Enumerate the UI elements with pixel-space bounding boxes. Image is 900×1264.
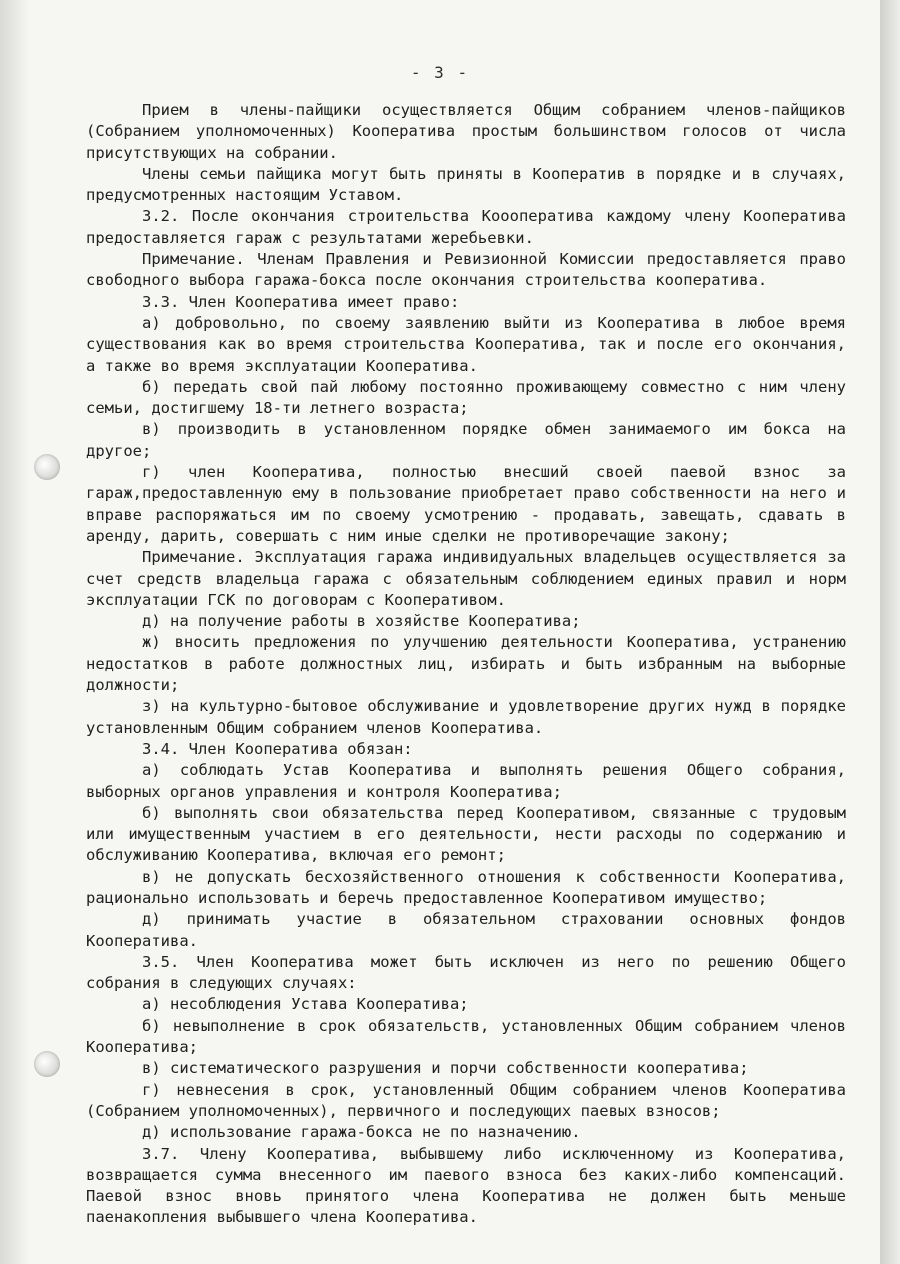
list-item: б) выполнять свои обязательства перед Кооперативом, связанные с трудовым или имущественным участием в его деятельности, нести расходы по содержанию и обслуживанию Кооператива, включая его ремонт;: [86, 803, 856, 865]
list-item: ж) вносить предложения по улучшению деятельности Кооператива, устранению недостатков в работе должностных лиц, избирать и быть избранным на выборные должности;: [86, 633, 856, 695]
list-item: а) соблюдать Устав Кооператива и выполнять решения Общего собрания, выборных органов управления и контроля Кооператива;: [86, 761, 856, 801]
list-item: в) не допускать бесхозяйственного отношения к собственности Кооператива, рационально использовать и беречь предоставленное Кооперативом имущество;: [86, 867, 856, 907]
paper-right-edge: [880, 0, 900, 1264]
list-item: в) систематического разрушения и порчи собственности кооператива;: [142, 1059, 749, 1078]
paragraph: Прием в члены-пайщики осуществляется Общим собранием членов-пайщиков (Собранием уполномоченных) Кооператива простым большинством голосов от числа присутствующих на собрании.: [86, 101, 856, 162]
section-heading: 3.4. Член Кооператива обязан:: [142, 739, 413, 758]
list-item: д) использование гаража-бокса не по назначению.: [142, 1123, 581, 1142]
punch-hole: [34, 1051, 60, 1077]
list-item: д) принимать участие в обязательном страховании основных фондов Кооператива.: [86, 910, 856, 950]
list-item: в) производить в установленном порядке обмен занимаемого им бокса на другое;: [86, 420, 856, 460]
list-item: г) член Кооператива, полностью внесший своей паевой взнос за гараж,предоставленную ему в пользование приобретает право собственности на него и вправе распоряжаться им по своему усмотрению - продавать, завещать, сдавать в аренду, дарить, совершать с ним иные сделки не противоречащие закону;: [86, 463, 856, 545]
paragraph: Примечание. Эксплуатация гаража индивидуальных владельцев осуществляется за счет средств владельца гаража с обязательным соблюдением единых правил и норм эксплуатации ГСК по договорам с Кооперативом.: [86, 548, 856, 609]
list-item: а) несоблюдения Устава Кооператива;: [142, 995, 469, 1014]
paragraph: Примечание. Членам Правления и Ревизионной Комиссии предоставляется право свободного выбора гаража-бокса после окончания строительства кооператива.: [86, 250, 856, 290]
page-number: - 3 -: [410, 63, 470, 82]
paragraph: 3.2. После окончания строительства Коооператива каждому члену Кооператива предоставляется гараж с результатами жеребьевки.: [86, 207, 856, 247]
document-body: [86, 100, 856, 1229]
list-item: д) на получение работы в хозяйстве Кооператива;: [142, 612, 581, 631]
list-item: б) невыполнение в срок обязательств, установленных Общим собранием членов Кооператива;: [86, 1016, 856, 1057]
list-item: г) невнесения в срок, установленный Общим собранием членов Кооператива (Собранием уполномоченных), первичного и последующих паевых взносов;: [86, 1080, 856, 1120]
paragraph: Члены семьи пайщика могут быть приняты в Кооператив в порядке и в случаях, предусмотренных настоящим Уставом.: [86, 164, 856, 205]
list-item: б) передать свой пай любому постоянно проживающему совместно с ним члену семьи, достигшему 18-ти летнего возраста;: [86, 377, 856, 418]
section-heading: 3.5. Член Кооператива может быть исключен из него по решению Общего собрания в следующих случаях:: [86, 952, 856, 993]
punch-hole: [34, 454, 60, 480]
section-heading: 3.3. Член Кооператива имеет право:: [142, 292, 460, 311]
list-item: а) добровольно, по своему заявлению выйти из Кооператива в любое время существования как во время строительства Кооператива, так и после его окончания, а также во время эксплуатации Кооператива.: [86, 313, 856, 375]
paper-left-edge: [0, 0, 30, 1264]
paragraph: 3.7. Члену Кооператива, выбывшему либо исключенному из Кооператива, возвращается сумма внесенного им паевого взноса без каких-либо компенсаций. Паевой взнос вновь принятого члена Кооператива не должен быть меньше паенакопления выбывшего члена Кооператива.: [86, 1144, 856, 1227]
list-item: з) на культурно-бытовое обслуживание и удовлетворение других нужд в порядке установленным Общим собранием членов Кооператива.: [86, 697, 856, 737]
